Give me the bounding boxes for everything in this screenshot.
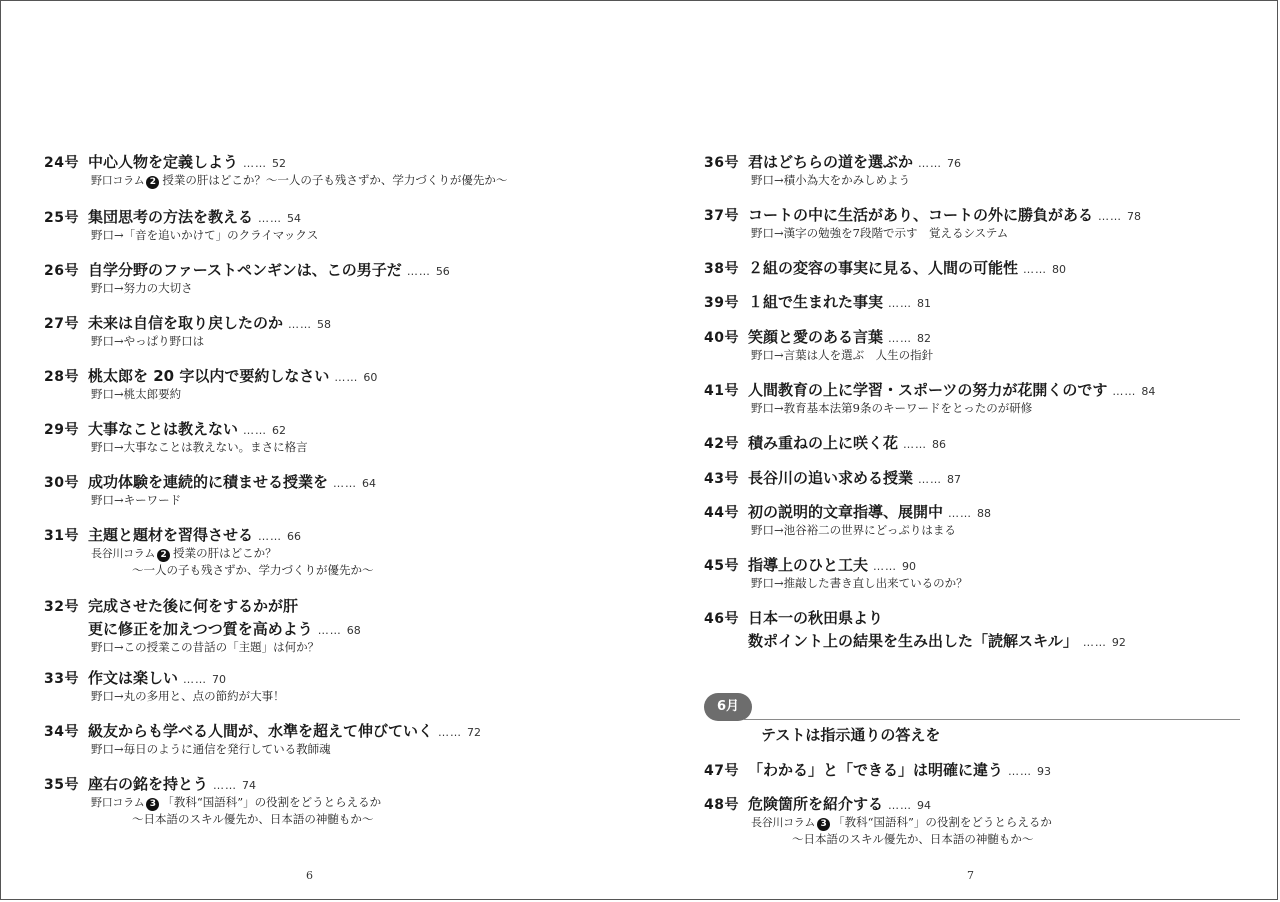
column-note xyxy=(91,794,381,811)
column-subtitle: 〜一人の子も残さずか、学力づくりが優先か〜 xyxy=(132,563,374,577)
column-title: 「教科“国語科”」の役割をどうとらえるか xyxy=(833,815,1052,829)
entry-title: 笑顔と愛のある言葉 xyxy=(748,328,884,346)
column-subtitle: 〜日本語のスキル優先か、日本語の神髄もか〜 xyxy=(792,832,1034,846)
column-number-badge: 3 xyxy=(146,798,159,811)
column-note xyxy=(751,814,1052,831)
toc-entry[interactable] xyxy=(704,467,961,488)
entry-note: 野口→積小為大をかみしめよう xyxy=(751,173,911,187)
entry-title: 指導上のひと工夫 xyxy=(748,556,869,574)
toc-entry[interactable] xyxy=(44,151,507,189)
toc-entry[interactable] xyxy=(44,259,450,297)
page-number: 86 xyxy=(932,438,947,451)
toc-entry[interactable] xyxy=(44,418,308,456)
leader-dots: …… xyxy=(918,473,943,486)
entry-title: 級友からも学べる人間が、水準を超えて伸びていく xyxy=(88,722,434,740)
entry-title: 座右の銘を持とう xyxy=(88,775,209,793)
page-number: 92 xyxy=(1111,636,1126,649)
page-number: 68 xyxy=(346,624,361,637)
entry-title: 未来は自信を取り戻したのか xyxy=(88,314,284,332)
column-number-badge: 2 xyxy=(146,176,159,189)
entry-title-line2: 更に修正を加えつつ質を高めよう xyxy=(88,620,313,638)
page-number: 62 xyxy=(272,424,287,437)
leader-dots: …… xyxy=(903,438,928,451)
entry-note: 野口→池谷裕二の世界にどっぷりはまる xyxy=(751,523,956,537)
page-number: 82 xyxy=(917,332,932,345)
column-label: 野口コラム xyxy=(91,796,145,809)
entry-note: 野口→キーワード xyxy=(91,493,182,507)
entry-title: 長谷川の追い求める授業 xyxy=(748,469,914,487)
issue-number: 45号 xyxy=(704,558,739,574)
column-note xyxy=(91,545,374,562)
entry-title: 「わかる」と「できる」は明確に違う xyxy=(748,761,1004,779)
entry-title: 危険箇所を紹介する xyxy=(748,795,884,813)
leader-dots: …… xyxy=(1023,263,1048,276)
leader-dots: …… xyxy=(1082,636,1107,649)
issue-number: 24号 xyxy=(44,155,79,171)
page-number: 88 xyxy=(977,507,992,520)
page-number: 56 xyxy=(435,265,450,278)
page-number: 74 xyxy=(242,779,257,792)
entry-note: 野口→漢字の勉強を7段階で示す 覚えるシステム xyxy=(751,226,1009,240)
toc-entry[interactable] xyxy=(704,151,961,189)
leader-dots: …… xyxy=(243,424,268,437)
issue-number: 28号 xyxy=(44,369,79,385)
entry-title: 完成させた後に何をするかが肝 xyxy=(88,597,299,615)
leader-dots: …… xyxy=(406,265,431,278)
column-label: 長谷川コラム xyxy=(91,547,156,560)
issue-number: 48号 xyxy=(704,797,739,813)
issue-number: 37号 xyxy=(704,208,739,224)
page-number: 60 xyxy=(363,371,378,384)
entry-note: 野口→やっぱり野口は xyxy=(91,334,205,348)
entry-title: 君はどちらの道を選ぶか xyxy=(748,153,914,171)
entry-title: 自学分野のファーストペンギンは、この男子だ xyxy=(88,261,402,279)
leader-dots: …… xyxy=(948,507,973,520)
issue-number: 47号 xyxy=(704,763,739,779)
toc-entry[interactable] xyxy=(704,759,1051,780)
page-number: 87 xyxy=(947,473,962,486)
entry-title: 集団思考の方法を教える xyxy=(88,208,254,226)
issue-number: 42号 xyxy=(704,436,739,452)
column-label: 野口コラム xyxy=(91,174,145,187)
month-section xyxy=(704,693,1240,863)
page-number: 64 xyxy=(362,477,377,490)
toc-entry[interactable] xyxy=(44,312,331,350)
issue-number: 40号 xyxy=(704,330,739,346)
leader-dots: …… xyxy=(888,799,913,812)
leader-dots: …… xyxy=(243,157,268,170)
entry-title: 主題と題材を習得させる xyxy=(88,526,254,544)
entry-note: 野口→「音を追いかけて」のクライマックス xyxy=(91,228,319,242)
issue-number: 43号 xyxy=(704,471,739,487)
entry-note: 野口→大事なことは教えない。まさに格言 xyxy=(91,440,308,454)
column-subtitle: 〜日本語のスキル優先か、日本語の神髄もか〜 xyxy=(132,812,374,826)
page-number: 58 xyxy=(317,318,332,331)
toc-entry[interactable] xyxy=(704,257,1066,278)
issue-number: 38号 xyxy=(704,261,739,277)
left-page xyxy=(1,1,641,901)
page-number: 80 xyxy=(1052,263,1067,276)
toc-entry[interactable] xyxy=(44,720,481,758)
entry-title: 中心人物を定義しよう xyxy=(88,153,239,171)
column-number-badge: 2 xyxy=(157,549,170,562)
entry-title: 成功体験を連続的に積ませる授業を xyxy=(88,473,329,491)
leader-dots: …… xyxy=(213,779,238,792)
page-number: 78 xyxy=(1127,210,1142,223)
entry-note: 野口→努力の大切さ xyxy=(91,281,193,295)
toc-entry[interactable] xyxy=(704,607,1126,651)
page-number: 93 xyxy=(1037,765,1052,778)
column-label: 長谷川コラム xyxy=(751,816,816,829)
toc-entry[interactable] xyxy=(704,204,1141,242)
entry-note: 野口→毎日のように通信を発行している教師魂 xyxy=(91,742,331,756)
toc-entry[interactable] xyxy=(44,524,374,579)
page-number: 54 xyxy=(287,212,302,225)
page-folio: 6 xyxy=(306,869,313,882)
entry-note: 野口→推敲した書き直し出来ているのか？ xyxy=(751,576,968,590)
page-number: 90 xyxy=(902,560,917,573)
toc-entry[interactable] xyxy=(44,773,381,828)
entry-note: 野口→桃太郎要約 xyxy=(91,387,182,401)
page-number: 66 xyxy=(287,530,302,543)
page-number: 52 xyxy=(272,157,287,170)
column-note xyxy=(91,172,507,189)
issue-number: 35号 xyxy=(44,777,79,793)
entry-title: 作文は楽しい xyxy=(88,669,179,687)
toc-entry[interactable] xyxy=(44,667,285,705)
month-badge: 6月 xyxy=(704,693,752,721)
issue-number: 33号 xyxy=(44,671,79,687)
page-number: 81 xyxy=(917,297,932,310)
leader-dots: …… xyxy=(1098,210,1123,223)
issue-number: 30号 xyxy=(44,475,79,491)
page-number: 76 xyxy=(947,157,962,170)
issue-number: 25号 xyxy=(44,210,79,226)
entry-title: 桃太郎を 20 字以内で要約しなさい xyxy=(88,367,330,385)
issue-number: 27号 xyxy=(44,316,79,332)
leader-dots: …… xyxy=(258,530,283,543)
leader-dots: …… xyxy=(1008,765,1033,778)
page-number: 94 xyxy=(917,799,932,812)
column-title: 授業の肝はどこか？〜一人の子も残さずか、学力づくりが優先か〜 xyxy=(162,173,508,187)
issue-number: 44号 xyxy=(704,505,739,521)
entry-title: 人間教育の上に学習・スポーツの努力が花開くのです xyxy=(748,381,1108,399)
leader-dots: …… xyxy=(333,477,358,490)
issue-number: 29号 xyxy=(44,422,79,438)
toc-entry[interactable] xyxy=(704,501,991,539)
entry-note: 野口→言葉は人を選ぶ 人生の指針 xyxy=(751,348,934,362)
toc-entry[interactable] xyxy=(704,432,946,453)
toc-entry[interactable] xyxy=(44,471,376,509)
entry-title-line2: 数ポイント上の結果を生み出した「読解スキル」 xyxy=(748,632,1078,650)
leader-dots: …… xyxy=(438,726,463,739)
entry-title: 大事なことは教えない xyxy=(88,420,239,438)
toc-entry[interactable] xyxy=(44,595,361,656)
leader-dots: …… xyxy=(918,157,943,170)
column-title: 授業の肝はどこか？ xyxy=(173,546,277,560)
leader-dots: …… xyxy=(183,673,208,686)
issue-number: 34号 xyxy=(44,724,79,740)
leader-dots: …… xyxy=(334,371,359,384)
toc-entry[interactable] xyxy=(704,793,1052,848)
entry-title: 日本一の秋田県より xyxy=(748,609,884,627)
issue-number: 41号 xyxy=(704,383,739,399)
column-title: 「教科“国語科”」の役割をどうとらえるか xyxy=(162,795,382,809)
page-number: 84 xyxy=(1141,385,1156,398)
column-number-badge: 3 xyxy=(817,818,830,831)
page-folio: 7 xyxy=(967,869,974,882)
leader-dots: …… xyxy=(888,297,913,310)
section-title: テストは指示通りの答えを xyxy=(761,726,941,744)
toc-entry[interactable] xyxy=(44,206,318,244)
issue-number: 31号 xyxy=(44,528,79,544)
issue-number: 32号 xyxy=(44,599,79,615)
page-number: 70 xyxy=(212,673,227,686)
toc-entry[interactable] xyxy=(44,365,377,403)
section-divider xyxy=(744,719,1240,720)
toc-entry[interactable] xyxy=(704,291,931,312)
issue-number: 36号 xyxy=(704,155,739,171)
issue-number: 46号 xyxy=(704,611,739,627)
leader-dots: …… xyxy=(873,560,898,573)
entry-note: 野口→この授業この昔話の「主題」は何か？ xyxy=(91,640,320,654)
leader-dots: …… xyxy=(1112,385,1137,398)
toc-entry[interactable] xyxy=(704,554,968,592)
leader-dots: …… xyxy=(317,624,342,637)
leader-dots: …… xyxy=(288,318,313,331)
entry-title: ２組の変容の事実に見る、人間の可能性 xyxy=(748,259,1019,277)
entry-note: 野口→教育基本法第9条のキーワードをとったのが研修 xyxy=(751,401,1033,415)
issue-number: 26号 xyxy=(44,263,79,279)
leader-dots: …… xyxy=(888,332,913,345)
leader-dots: …… xyxy=(258,212,283,225)
page-number: 72 xyxy=(467,726,482,739)
entry-title: コートの中に生活があり、コートの外に勝負がある xyxy=(748,206,1094,224)
toc-entry[interactable] xyxy=(704,326,933,364)
entry-title: １組で生まれた事実 xyxy=(748,293,884,311)
toc-entry[interactable] xyxy=(704,379,1155,417)
entry-title: 初の説明的文章指導、展開中 xyxy=(748,503,944,521)
entry-title: 積み重ねの上に咲く花 xyxy=(748,434,899,452)
issue-number: 39号 xyxy=(704,295,739,311)
entry-note: 野口→丸の多用と、点の節約が大事！ xyxy=(91,689,285,703)
